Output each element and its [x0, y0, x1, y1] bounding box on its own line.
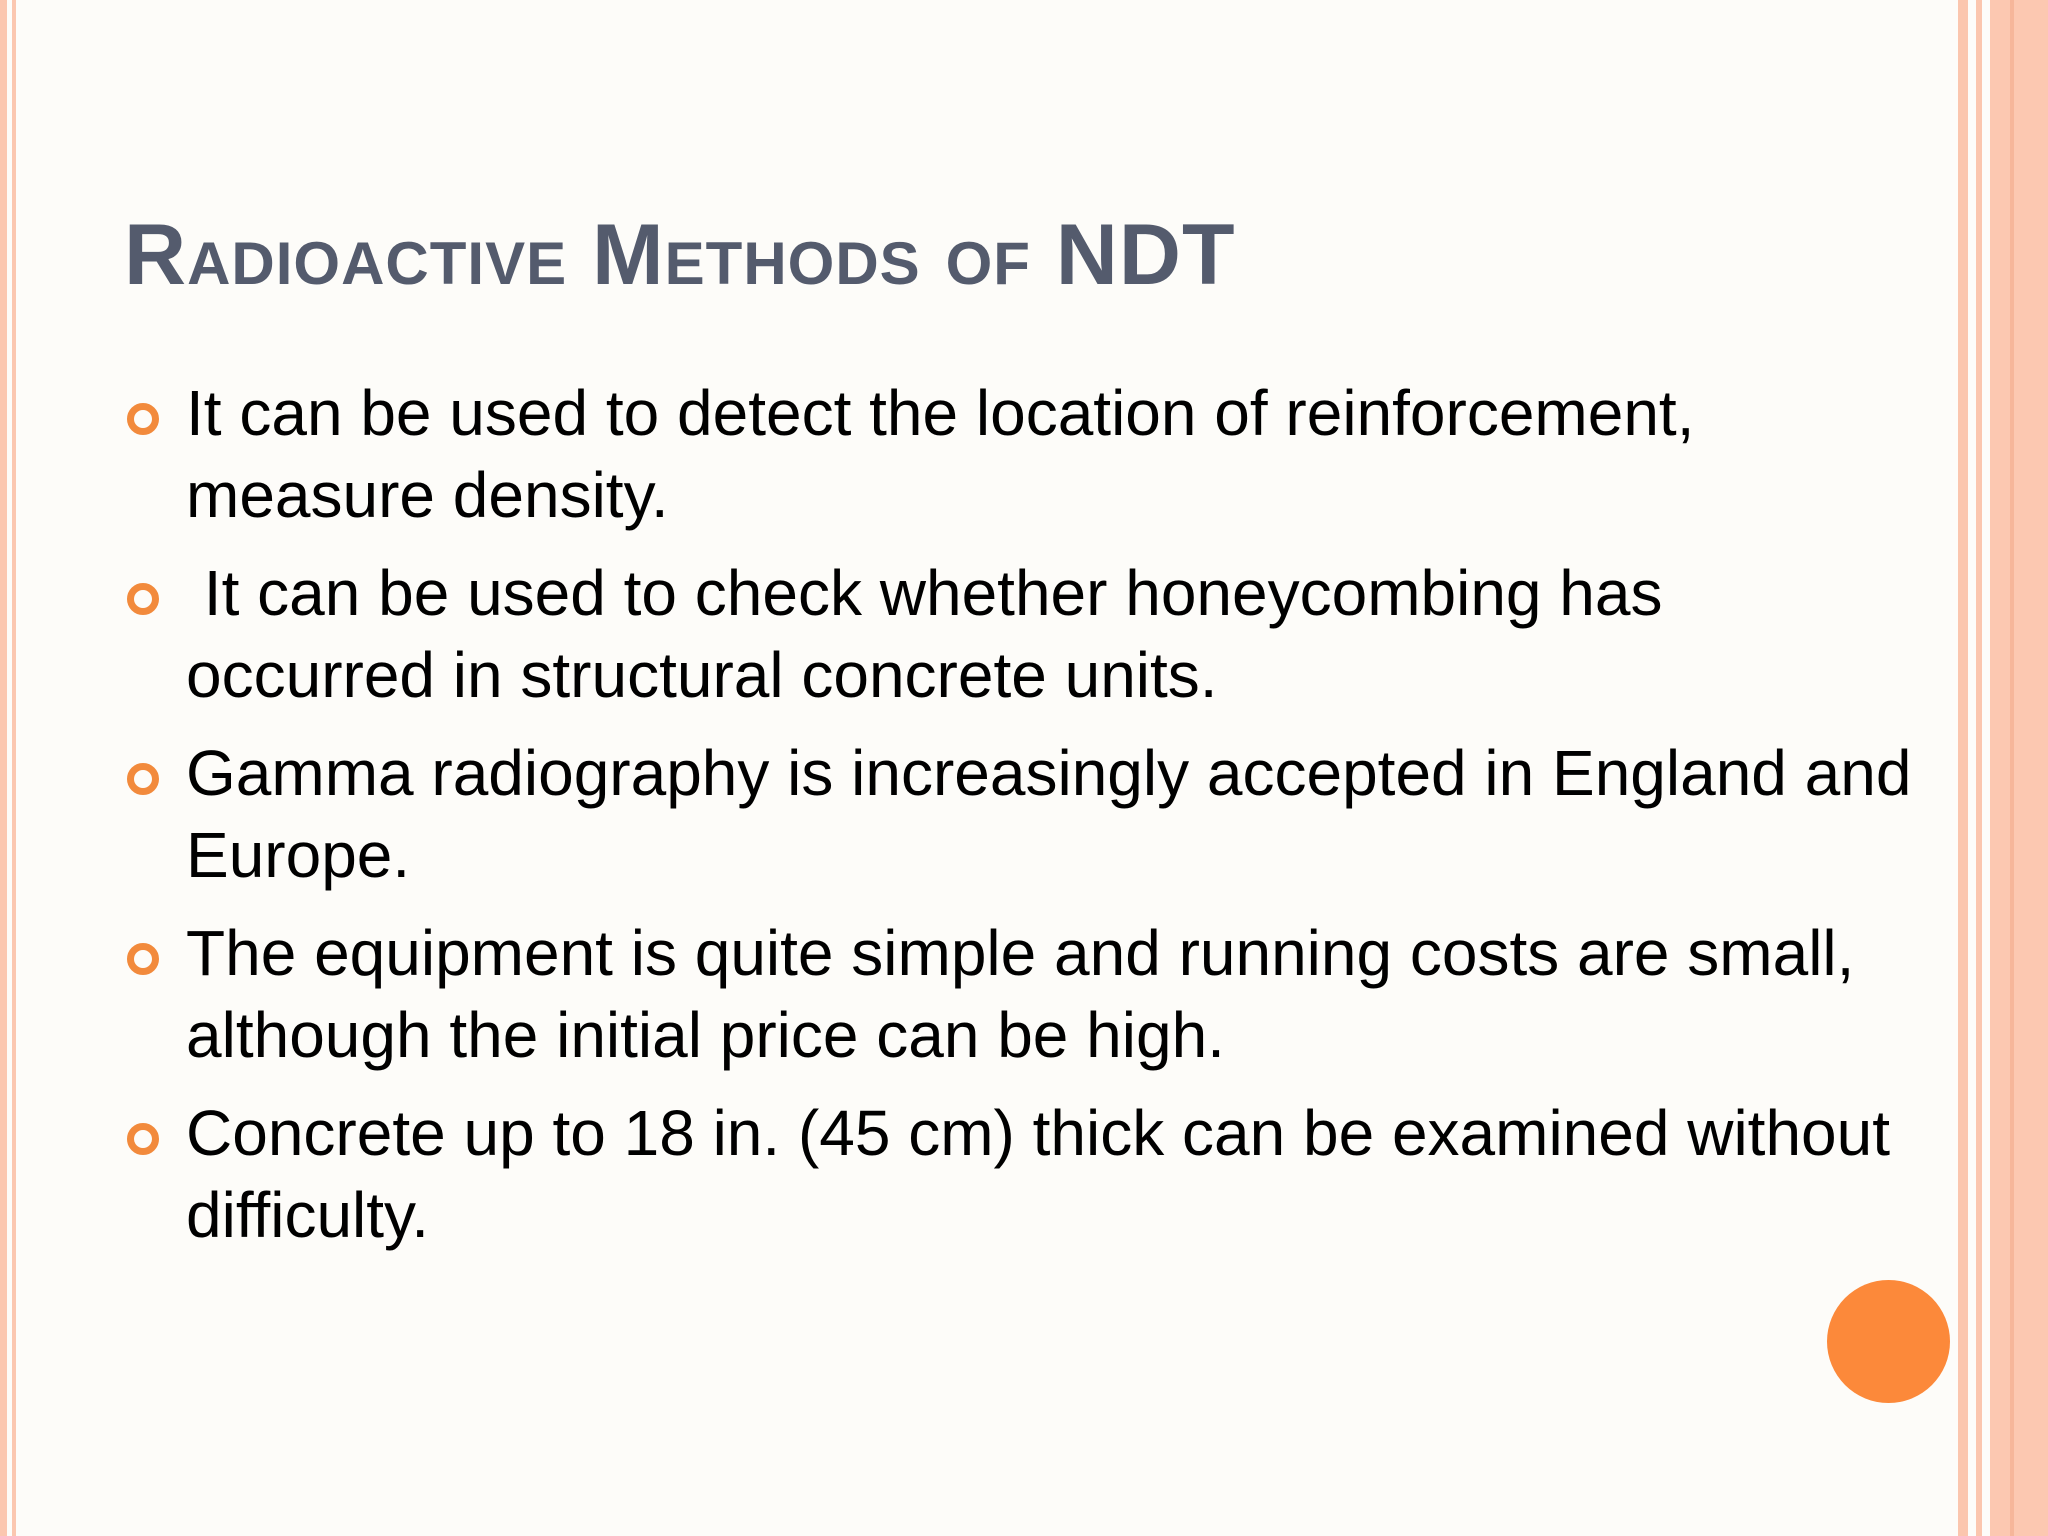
left-border-stripe-inner [12, 0, 16, 1536]
bullet-list [124, 372, 1914, 1272]
bullet-text: Gamma radiography is increasingly accepted in England and Europe. [186, 737, 1912, 891]
slide-title: Radioactive Methods of NDT [124, 207, 1236, 303]
right-border-stripe-2 [1976, 0, 1982, 1536]
bullet-text: Concrete up to 18 in. (45 cm) thick can be examined without difficulty. [186, 1097, 1890, 1251]
left-border-stripe-outer [0, 0, 7, 1536]
bullet-item [124, 552, 1914, 716]
right-border-stripe-1 [1958, 0, 1968, 1536]
right-border-band-line [2010, 0, 2014, 1536]
bullet-item [124, 732, 1914, 896]
ring-bullet-icon [127, 763, 159, 795]
bullet-text: The equipment is quite simple and running costs are small, although the initial price can be high. [186, 917, 1855, 1071]
ring-bullet-icon [127, 403, 159, 435]
bullet-text: It can be used to detect the location of reinforcement, measure density. [186, 377, 1695, 531]
ring-bullet-icon [127, 1123, 159, 1155]
ring-bullet-icon [127, 583, 159, 615]
ring-bullet-icon [127, 943, 159, 975]
right-border-band [1990, 0, 2048, 1536]
bullet-text: It can be used to check whether honeycombing has occurred in structural concrete units. [186, 557, 1681, 711]
bullet-item [124, 1092, 1914, 1256]
bullet-item [124, 372, 1914, 536]
orange-dot-decoration [1827, 1280, 1950, 1403]
bullet-item [124, 912, 1914, 1076]
